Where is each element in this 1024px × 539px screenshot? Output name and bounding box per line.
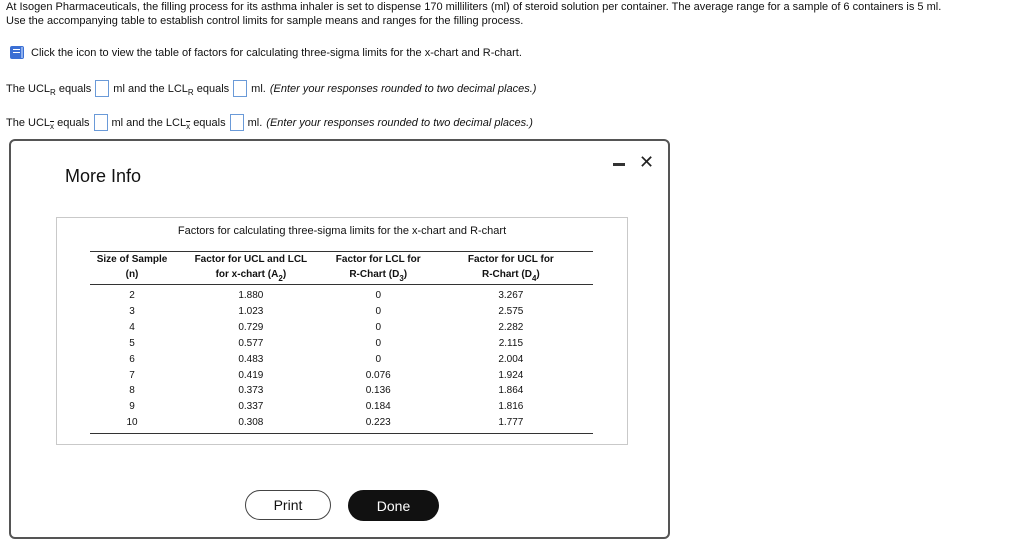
table-cell: 0.373: [238, 385, 264, 397]
table-cell: 2.282: [498, 321, 524, 333]
factors-table: [90, 251, 593, 434]
equals-text: equals: [57, 116, 90, 129]
table-cell: 0.308: [174, 415, 328, 433]
table-cell: 0: [375, 321, 381, 333]
equals-text: equals: [193, 116, 226, 129]
done-button[interactable]: Done: [348, 490, 439, 521]
lcl-r-input[interactable]: [233, 80, 247, 97]
table-cell: 0: [375, 353, 381, 365]
table-cell: 7: [129, 369, 135, 381]
table-cell: 1.816: [498, 401, 524, 413]
table-cell: 1.777: [429, 415, 593, 433]
minimize-icon[interactable]: [613, 163, 625, 166]
more-info-dialog: [9, 139, 670, 539]
table-cell: 0: [375, 305, 381, 317]
table-cell: 0.577: [238, 337, 264, 349]
table-row: [90, 352, 593, 368]
print-button[interactable]: Print: [245, 490, 331, 520]
table-cell: 1.023: [238, 305, 264, 317]
dialog-title: More Info: [65, 166, 142, 186]
r-chart-answer-row: [6, 80, 536, 97]
ucl-x-input[interactable]: [94, 114, 108, 131]
header-sample-size: Size of Sample (n): [90, 252, 174, 285]
problem-statement: [6, 0, 1016, 28]
table-cell: 10: [90, 415, 174, 433]
table-cell: 5: [129, 337, 135, 349]
table-cell: 0.136: [365, 385, 391, 397]
ucl-x-label: The UCL: [6, 116, 51, 129]
ucl-r-subscript: R: [50, 88, 56, 97]
table-cell: 8: [129, 385, 135, 397]
table-cell: 4: [129, 321, 135, 333]
table-row: [90, 383, 593, 399]
x-chart-answer-row: [6, 114, 533, 131]
table-cell: 9: [129, 401, 135, 413]
table-row: [90, 415, 593, 433]
lcl-r-subscript: R: [187, 88, 194, 97]
problem-line-1: At Isogen Pharmaceuticals, the filling process for its asthma inhaler is set to dispense 170 milliliters (ml) of steroid solution per container. The average range for a sample of 6 containers is 5 ml.: [6, 1, 942, 13]
table-cell: 0.729: [238, 321, 264, 333]
table-cell: 6: [129, 353, 135, 365]
table-cell: 0.483: [238, 353, 264, 365]
ucl-x-subscript: $\overline{x}$: [50, 122, 55, 131]
rounding-note: (Enter your responses rounded to two decimal places.): [269, 82, 537, 95]
table-cell: 1.924: [498, 369, 524, 381]
factors-table-panel: [56, 217, 628, 445]
equals-text: equals: [58, 82, 92, 95]
table-cell: 0.419: [238, 369, 264, 381]
lcl-x-input[interactable]: [230, 114, 244, 131]
table-row: [90, 368, 593, 384]
table-cell: 1.864: [498, 385, 524, 397]
table-row: [90, 285, 593, 304]
rounding-note: (Enter your responses rounded to two decimal places.): [266, 116, 533, 129]
problem-line-2: Use the accompanying table to establish control limits for sample means and ranges for the filling process.: [6, 15, 524, 27]
table-cell: 2.115: [498, 337, 524, 349]
close-icon[interactable]: ✕: [639, 152, 655, 172]
table-cell: 1.880: [238, 290, 264, 301]
table-cell: 0: [375, 290, 381, 301]
table-cell: 0.223: [328, 415, 429, 433]
equals-text: equals: [196, 82, 230, 95]
table-hint: [10, 46, 522, 59]
book-icon[interactable]: [10, 46, 24, 59]
table-cell: 0.337: [238, 401, 264, 413]
table-row: [90, 399, 593, 415]
table-cell: 0.184: [365, 401, 391, 413]
lcl-r-label: ml and the LCL: [113, 82, 188, 95]
header-a2: Factor for UCL and LCL for x-chart $(A_2)$: [174, 252, 328, 285]
lcl-x-label: ml and the LCL: [111, 116, 187, 129]
table-cell: 3: [129, 305, 135, 317]
lcl-x-subscript: $\overline{x}$: [186, 122, 191, 131]
table-cell: 2.575: [498, 305, 524, 317]
hint-text: Click the icon to view the table of factors for calculating three-sigma limits for the x-chart and R-chart.: [31, 46, 522, 59]
unit-text: ml.: [251, 82, 266, 95]
table-caption: Factors for calculating three-sigma limits for the x-chart and R-chart: [177, 225, 507, 237]
header-d3: Factor for LCL for R-Chart $(D_3)$: [328, 252, 429, 285]
table-cell: 2.004: [498, 353, 524, 365]
header-d4: Factor for UCL for R-Chart $(D_4)$: [429, 252, 593, 285]
table-row: [90, 336, 593, 352]
ucl-r-label: The UCL: [6, 82, 51, 95]
table-cell: 0: [375, 337, 381, 349]
table-cell: 0.076: [365, 369, 391, 381]
table-cell: 2: [129, 290, 135, 301]
table-cell: 3.267: [498, 290, 524, 301]
ucl-r-input[interactable]: [95, 80, 109, 97]
table-row: [90, 304, 593, 320]
table-row: [90, 320, 593, 336]
unit-text: ml.: [247, 116, 263, 129]
